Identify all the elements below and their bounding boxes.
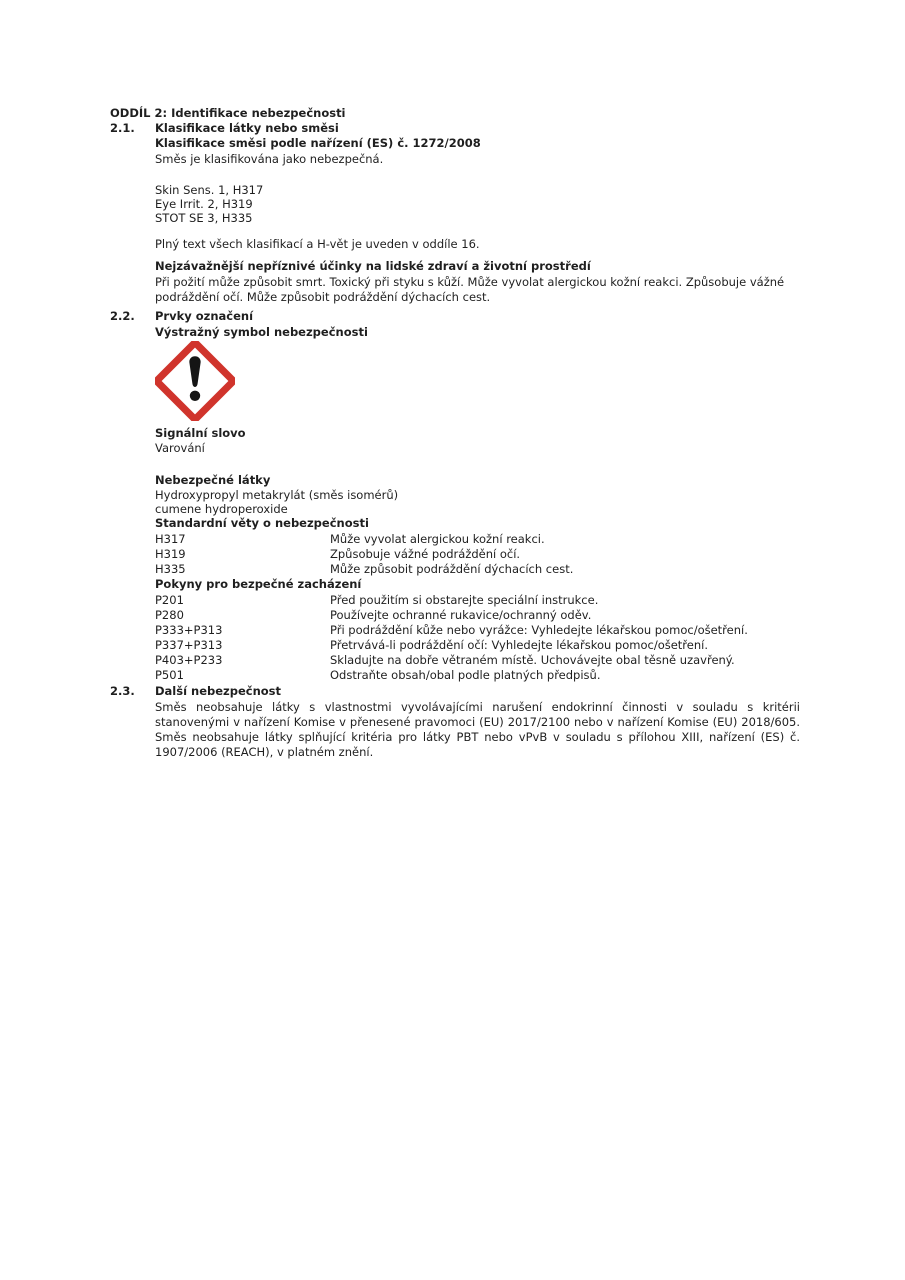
signal-word-heading: Signální slovo — [155, 426, 246, 440]
hazardous-substance-item: Hydroxypropyl metakrylát (směs isomérů) — [155, 488, 399, 502]
p-statement-row — [155, 653, 802, 668]
classification-intro: Směs je klasifikována jako nebezpečná. — [155, 152, 384, 166]
p-statement-code: P333+P313 — [155, 623, 223, 637]
h-statements-heading: Standardní věty o nebezpečnosti — [155, 516, 369, 530]
section-2-1-title: Klasifikace látky nebo směsi — [155, 121, 339, 135]
classification-item: Eye Irrit. 2, H319 — [155, 197, 253, 211]
p-statement-code: P501 — [155, 668, 184, 682]
section-2-2-row — [110, 309, 802, 324]
p-statement-row — [155, 668, 802, 683]
section-2-2-title: Prvky označení — [155, 309, 254, 323]
p-statements-heading: Pokyny pro bezpečné zacházení — [155, 577, 362, 591]
p-statement-row — [155, 593, 802, 608]
p-statement-text: Skladujte na dobře větraném místě. Uchovávejte obal těsně uzavřený. — [330, 653, 735, 667]
ghs07-exclamation-pictogram — [155, 341, 235, 421]
p-statement-text: Při podráždění kůže nebo vyrážce: Vyhledejte lékařskou pomoc/ošetření. — [330, 623, 748, 637]
classification-item: STOT SE 3, H335 — [155, 211, 253, 225]
h-statement-code: H335 — [155, 562, 186, 576]
p-statement-row — [155, 638, 802, 653]
p-statement-row — [155, 623, 802, 638]
h-statement-text: Způsobuje vážné podráždění očí. — [330, 547, 521, 561]
classification-subheading: Klasifikace směsi podle nařízení (ES) č. 1272/2008 — [155, 136, 481, 150]
p-statement-code: P337+P313 — [155, 638, 223, 652]
p-statement-code: P280 — [155, 608, 184, 622]
section-2-2-number: 2.2. — [110, 309, 135, 323]
pictogram-heading: Výstražný symbol nebezpečnosti — [155, 325, 368, 339]
signal-word-value: Varování — [155, 441, 205, 455]
p-statement-text: Používejte ochranné rukavice/ochranný oděv. — [330, 608, 592, 622]
hazardous-substances-heading: Nebezpečné látky — [155, 473, 271, 487]
section-2-3-row — [110, 684, 802, 699]
adverse-effects-text: Při požití může způsobit smrt. Toxický při styku s kůží. Může vyvolat alergickou kožní reakci. Způsobuje vážné podráždění očí. Může způsobit podráždění dýchacích cest. — [155, 275, 785, 304]
section-2-1-row — [110, 121, 802, 136]
classification-list — [155, 183, 802, 225]
p-statement-code: P403+P233 — [155, 653, 223, 667]
p-statement-text: Odstraňte obsah/obal podle platných předpisů. — [330, 668, 601, 682]
p-statement-code: P201 — [155, 593, 184, 607]
section-2-heading: ODDÍL 2: Identifikace nebezpečnosti — [110, 106, 346, 120]
h-statement-row — [155, 562, 802, 577]
p-statements-table — [155, 593, 802, 683]
p-statement-text: Před použitím si obstarejte speciální instrukce. — [330, 593, 599, 607]
exclamation-diamond-icon — [155, 341, 235, 421]
classification-item: Skin Sens. 1, H317 — [155, 183, 264, 197]
section-2-2-body — [155, 325, 802, 683]
h-statement-row — [155, 547, 802, 562]
h-statement-row — [155, 532, 802, 547]
p-statement-text: Přetrvává-li podráždění očí: Vyhledejte lékařskou pomoc/ošetření. — [330, 638, 708, 652]
p-statement-row — [155, 608, 802, 623]
h-statement-text: Může způsobit podráždění dýchacích cest. — [330, 562, 574, 576]
section-2-content — [110, 106, 802, 760]
section-2-3-title: Další nebezpečnost — [155, 684, 282, 698]
section-2-1-body — [155, 136, 802, 305]
section-2-3-number: 2.3. — [110, 684, 135, 698]
hazardous-substance-item: cumene hydroperoxide — [155, 502, 288, 516]
h-statement-code: H319 — [155, 547, 186, 561]
other-hazards-text: Směs neobsahuje látky s vlastnostmi vyvolávajícími narušení endokrinní činnosti v souladu s kritérii stanovenými v nařízení Komise v přenesené pravomoci (EU) 2017/2100 nebo v nařízení Komise (EU) 2018/605. Směs neobsahuje látky splňující kritéria pro látky PBT nebo vPvB v souladu s přílohou XIII, nařízení (ES) č. 1907/2006 (REACH), v platném znění. — [155, 700, 800, 759]
section-2-1-number: 2.1. — [110, 121, 135, 135]
h-statement-code: H317 — [155, 532, 186, 546]
section-2-3-body — [155, 700, 802, 760]
fulltext-note: Plný text všech klasifikací a H-vět je uveden v oddíle 16. — [155, 237, 480, 251]
h-statement-text: Může vyvolat alergickou kožní reakci. — [330, 532, 545, 546]
adverse-effects-heading: Nejzávažnější nepříznivé účinky na lidské zdraví a životní prostředí — [155, 259, 591, 273]
hazardous-substances-list — [155, 488, 802, 516]
h-statements-table — [155, 532, 802, 577]
